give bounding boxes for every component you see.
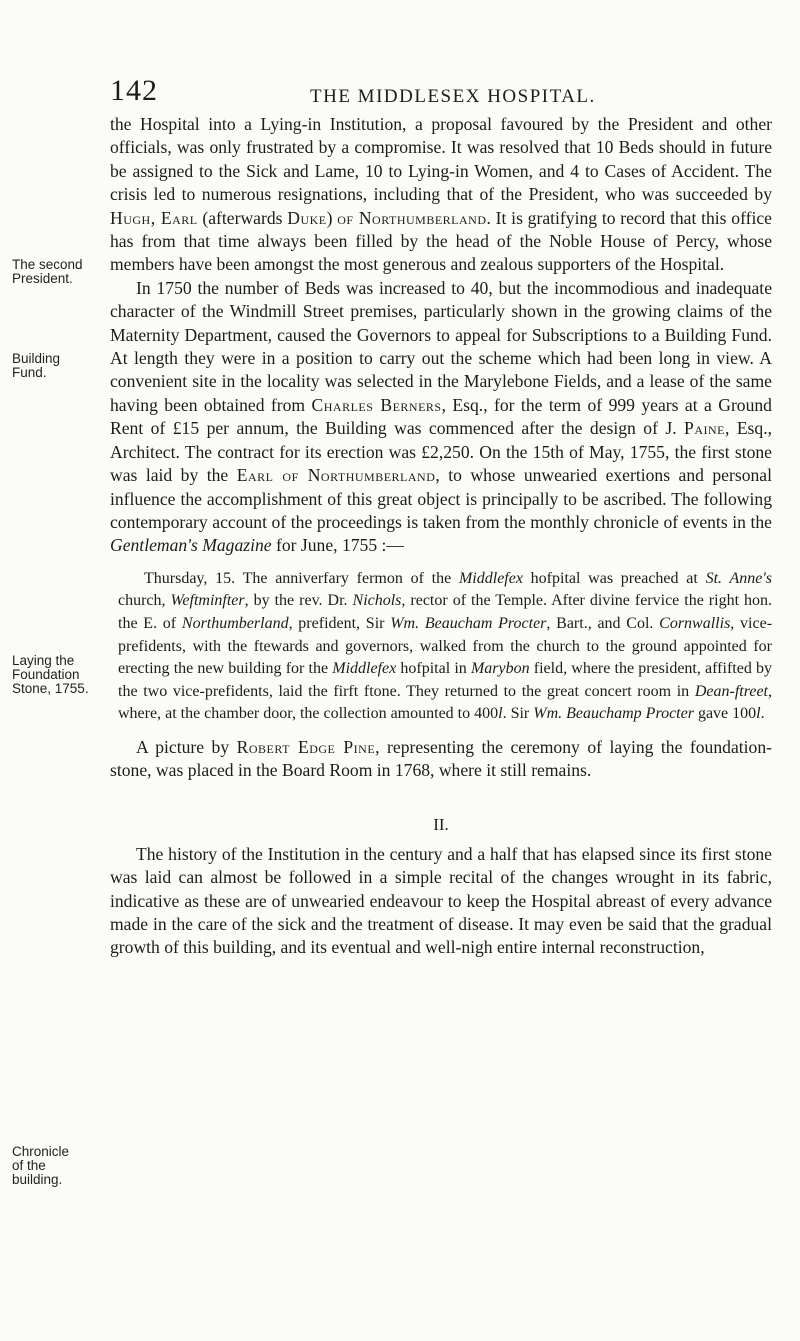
margin-note-line: Building xyxy=(12,351,61,366)
margin-note-line: Foundation xyxy=(12,667,80,682)
section-heading: II. xyxy=(433,814,449,834)
quotation-gentlemans-magazine: Thursday, 15. The anniverfary fermon of the Middlefex hofpital was preached at St. Anne's church, Weftminfter, by the rev. Dr. Nichols, rector of the Temple. After divine fervice the right hon. the E. of Northumberland, prefident, Sir Wm. Beaucham Procter, Bart., and Col. Cornwallis, vice-prefidents, with the ftewards and governors, walked from the church to the ground appointed for erecting the new building for the Middlefex hofpital in Marybon field, where the president, affifted by the two vice-prefidents, laid the firft ftone. They returned to the great concert room in Dean-ftreet, where, at the chamber door, the collection amounted to 400l. Sir Wm. Beauchamp Procter gave 100l. xyxy=(118,569,773,723)
running-title: THE MIDDLESEX HOSPITAL. xyxy=(310,86,596,107)
margin-note-line: The second xyxy=(12,257,83,272)
paragraph-second-president: the Hospital into a Lying-in Institution, a proposal favoured by the President and other officials, was only frustrated by a compromise. It was resolved that 10 Beds should in future be assigned to the Sick and Lame, 10 to Lying-in Women, and 4 to Cases of Accident. The crisis led to numerous resignations, including that of the President, who was succeeded by Hugh, Earl (afterwards Duke) of Northumberland. It is gratifying to record that this office has from that time always been filled by the head of the Noble House of Percy, whose members have been amongst the most generous and zealous supporters of the Hospital. xyxy=(110,114,772,275)
margin-note-chronicle xyxy=(12,1145,98,1187)
margin-note-second-president xyxy=(12,258,98,286)
page-header xyxy=(110,74,770,106)
page-number: 142 xyxy=(110,74,158,107)
margin-note-building-fund xyxy=(12,352,98,380)
margin-note-line: President. xyxy=(12,271,73,286)
margin-note-line: Laying the xyxy=(12,653,75,668)
margin-note-line: Fund. xyxy=(12,365,47,380)
paragraph-pine-picture: A picture by Robert Edge Pine, representing the ceremony of laying the foundation-stone, was placed in the Board Room in 1768, where it still remains. xyxy=(110,736,772,781)
margin-note-line: Stone, 1755. xyxy=(12,681,89,696)
paragraph-chronicle: The history of the Institution in the century and a half that has elapsed since its first stone was laid can almost be followed in a simple recital of the changes wrought in its fabric, indicative as these are of unwearied endeavour to keep the Hospital abreast of every advance made in the care of the sick and the treatment of disease. It may even be said that the gradual growth of this building, and its eventual and well-nigh entire internal reconstruction, xyxy=(110,843,772,958)
page-body xyxy=(110,113,772,960)
margin-note-foundation-stone xyxy=(12,654,98,696)
margin-note-line: building. xyxy=(12,1172,63,1187)
margin-note-line: of the xyxy=(12,1158,46,1173)
paragraph-building-fund: In 1750 the number of Beds was increased to 40, but the incommodious and inadequate character of the Windmill Street premises, particularly shown in the growing claims of the Maternity Department, caused the Governors to appeal for Subscriptions to a Building Fund. At length they were in a position to carry out the scheme which had been long in view. A convenient site in the locality was selected in the Marylebone Fields, and a lease of the same having been obtained from Charles Berners, Esq., for the term of 999 years at a Ground Rent of £15 per annum, the Building was commenced after the design of J. Paine, Esq., Architect. The contract for its erection was £2,250. On the 15th of May, 1755, the first stone was laid by the Earl of Northumberland, to whose unwearied exertions and personal influence the accomplishment of this great object is principally to be ascribed. The following contemporary account of the proceedings is taken from the monthly chronicle of events in the Gentleman's Magazine for June, 1755 :— xyxy=(110,277,772,556)
margin-note-line: Chronicle xyxy=(12,1144,70,1159)
